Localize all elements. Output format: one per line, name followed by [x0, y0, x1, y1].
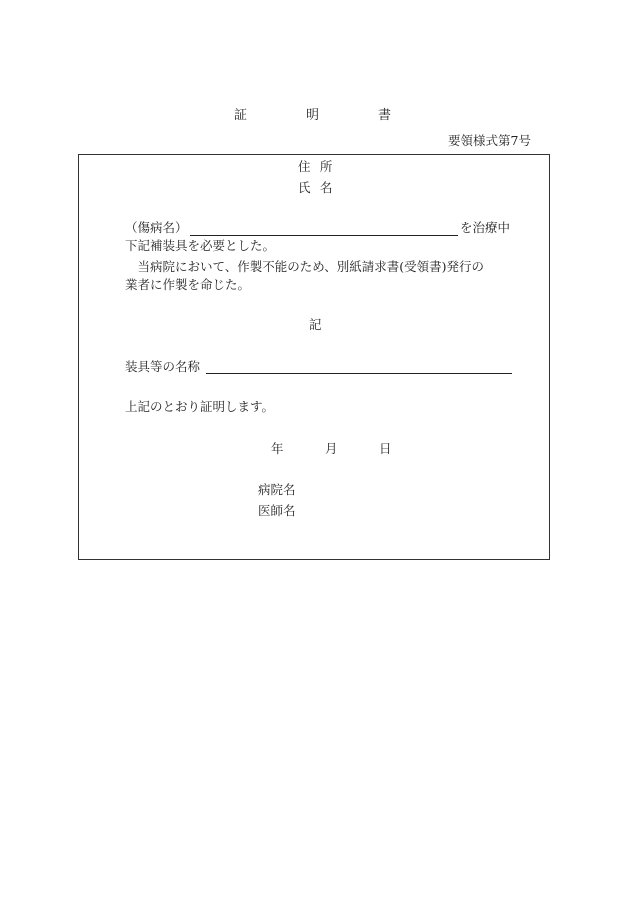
date-day-label: 日 — [379, 441, 392, 456]
device-name-label: 装具等の名称 — [125, 359, 201, 374]
date-month-label: 月 — [325, 441, 338, 456]
device-name-blank[interactable] — [206, 373, 512, 374]
hospital-name-label: 病院名 — [258, 482, 296, 497]
production-statement-line-1: 当病院において、作製不能のため、別紙請求書(受領書)発行の — [125, 259, 485, 274]
injury-name-blank[interactable] — [190, 235, 458, 236]
name-label: 氏名 — [298, 180, 342, 195]
address-label: 住所 — [298, 159, 342, 174]
form-number: 要領様式第7号 — [448, 133, 531, 148]
date-year-label: 年 — [271, 441, 284, 456]
document-title — [0, 104, 630, 122]
need-statement: 下記補装具を必要とした。 — [125, 238, 276, 253]
title-char-2: 明 — [306, 108, 320, 123]
certificate-frame — [78, 154, 550, 560]
ki-heading: 記 — [309, 317, 322, 332]
title-char-3: 書 — [378, 108, 392, 123]
doctor-name-label: 医師名 — [258, 503, 296, 518]
title-char-1: 証 — [234, 108, 248, 123]
injury-suffix: を治療中 — [460, 220, 511, 235]
injury-label: （傷病名） — [125, 220, 188, 235]
certification-statement: 上記のとおり証明します。 — [125, 399, 275, 414]
production-statement-line-2: 業者に作製を命じた。 — [125, 277, 251, 292]
